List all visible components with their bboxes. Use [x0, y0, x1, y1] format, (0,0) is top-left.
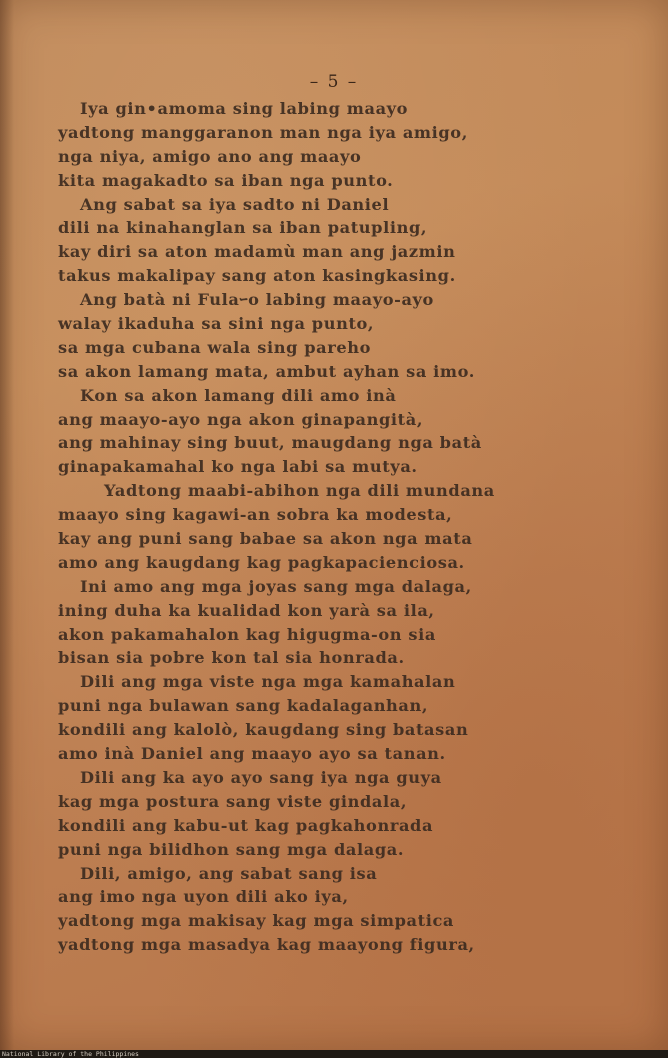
poem-line: Kon sa akon lamang dili amo inà — [80, 385, 397, 405]
poem-line: Ang batà ni Fulaｰo labing maayo-ayo — [80, 290, 434, 310]
footer-credit: National Library of the Philippines — [2, 1050, 139, 1058]
poem-line: kag mga postura sang viste gindala, — [58, 791, 408, 811]
poem-text-block — [58, 97, 618, 957]
poem-line: sa akon lamang mata, ambut ayhan sa imo. — [58, 361, 476, 381]
poem-line: takus makalipay sang aton kasingkasing. — [58, 266, 456, 286]
poem-line: ginapakamahal ko nga labi sa mutya. — [58, 457, 418, 477]
poem-line: akon pakamahalon kag higugma-on sia — [58, 624, 436, 644]
poem-line: amo ang kaugdang kag pagkapacienciosa. — [58, 552, 465, 572]
poem-line: kita magakadto sa iban nga punto. — [58, 170, 394, 190]
poem-line: Dili ang ka ayo ayo sang iya nga guya — [80, 767, 442, 787]
poem-line: Ang sabat sa iya sadto ni Daniel — [80, 194, 390, 214]
poem-line: Dili, amigo, ang sabat sang isa — [80, 863, 378, 883]
poem-line: puni nga bilidhon sang mga dalaga. — [58, 839, 405, 859]
poem-line: ining duha ka kualidad kon yarà sa ila, — [58, 600, 435, 620]
poem-line: maayo sing kagawi-an sobra ka modesta, — [58, 505, 453, 525]
poem-line: yadtong manggaranon man nga iya amigo, — [58, 122, 468, 142]
poem-line: Dili ang mga viste nga mga kamahalan — [80, 672, 456, 692]
poem-line: dili na kinahanglan sa iban patupling, — [58, 218, 428, 238]
poem-line: Yadtong maabi-abihon nga dili mundana — [104, 481, 495, 501]
poem-line: kay diri sa aton madamù man ang jazmin — [58, 242, 456, 262]
poem-line: ang mahinay sing buut, maugdang nga batà — [58, 433, 482, 453]
poem-line: walay ikaduha sa sini nga punto, — [58, 314, 375, 334]
poem-line: ang maayo-ayo nga akon ginapangità, — [58, 409, 424, 429]
poem-line: kondili ang kabu-ut kag pagkahonrada — [58, 815, 434, 835]
poem-line: bisan sia pobre kon tal sia honrada. — [58, 648, 405, 668]
poem-line: Ini amo ang mga joyas sang mga dalaga, — [80, 576, 472, 596]
poem-line: ang imo nga uyon dili ako iya, — [58, 887, 349, 907]
poem-line: kay ang puni sang babae sa akon nga mata — [58, 529, 473, 549]
page-number: – 5 – — [309, 72, 359, 92]
poem-line: kondili ang kalolò, kaugdang sing batasan — [58, 720, 469, 740]
poem-line: puni nga bulawan sang kadalaganhan, — [58, 696, 429, 716]
poem-line: nga niya, amigo ano ang maayo — [58, 146, 362, 166]
poem-line: yadtong mga makisay kag mga simpatica — [58, 911, 455, 931]
poem-line: sa mga cubana wala sing pareho — [58, 337, 372, 357]
poem-line: amo inà Daniel ang maayo ayo sa tanan. — [58, 744, 446, 764]
poem-line: Iya gin•amoma sing labing maayo — [80, 99, 409, 118]
page-edge-shadow — [0, 0, 14, 1050]
poem-line: yadtong mga masadya kag maayong figura, — [58, 935, 475, 955]
